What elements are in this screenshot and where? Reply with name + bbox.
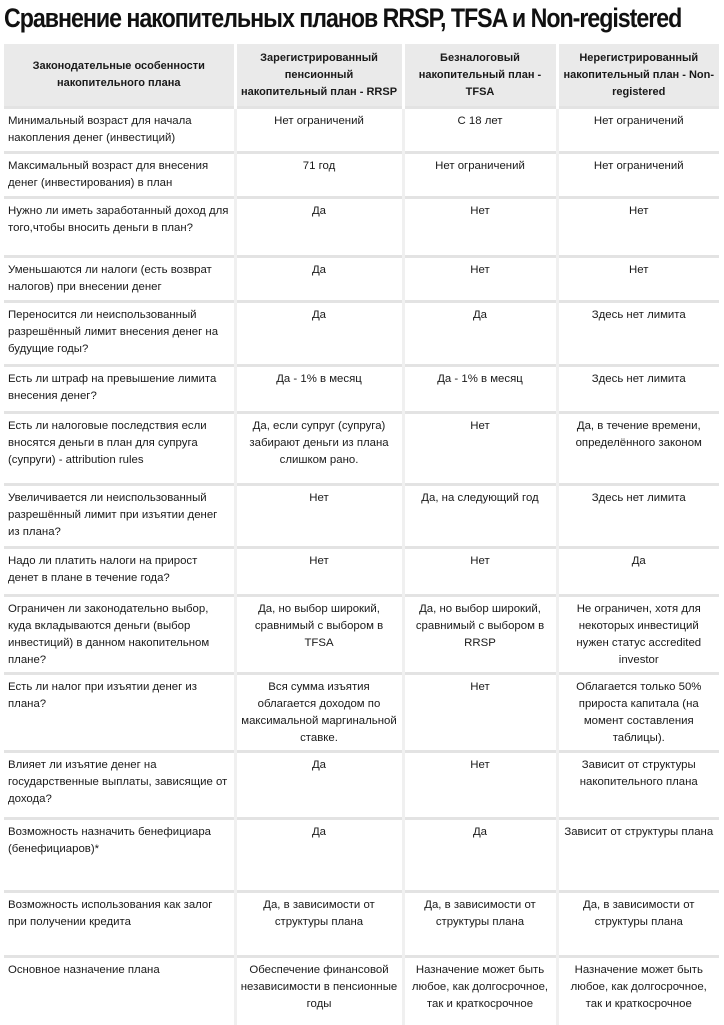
row-rrsp-value: Нет ограничений <box>235 108 403 153</box>
row-nonregistered-value: Облагается только 50% прироста капитала (на момент составления таблицы). <box>557 674 719 752</box>
table-row <box>4 302 719 366</box>
row-nonregistered-value: Здесь нет лимита <box>557 302 719 366</box>
table-row <box>4 752 719 819</box>
row-question: Возможность использования как залог при получении кредита <box>4 892 235 957</box>
row-question: Увеличивается ли неиспользованный разрешённый лимит при изъятии денег из плана? <box>4 485 235 548</box>
row-rrsp-value: Да, но выбор широкий, сравнимый с выбором в TFSA <box>235 596 403 674</box>
table-row <box>4 819 719 892</box>
header-rrsp: Зарегистрированный пенсионный накопительный план - RRSP <box>235 44 403 108</box>
table-row <box>4 957 719 1025</box>
row-nonregistered-value: Нет ограничений <box>557 108 719 153</box>
row-tfsa-value: Да, но выбор широкий, сравнимый с выбором в RRSP <box>403 596 557 674</box>
row-tfsa-value: Да <box>403 819 557 892</box>
row-rrsp-value: Да, если супруг (супруга) забирают деньги из плана слишком рано. <box>235 413 403 485</box>
header-nonregistered: Нерегистрированный накопительный план - Non-registered <box>557 44 719 108</box>
row-nonregistered-value: Да <box>557 548 719 596</box>
row-nonregistered-value: Да, в зависимости от структуры плана <box>557 892 719 957</box>
row-rrsp-value: Да, в зависимости от структуры плана <box>235 892 403 957</box>
row-nonregistered-value: Зависит от структуры накопительного плана <box>557 752 719 819</box>
row-tfsa-value: Да - 1% в месяц <box>403 366 557 413</box>
comparison-table <box>4 44 719 1025</box>
row-question: Надо ли платить налоги на прирост денет в плане в течение года? <box>4 548 235 596</box>
row-rrsp-value: Нет <box>235 548 403 596</box>
row-question: Есть ли налоговые последствия если вносятся деньги в план для супруга (супруги) - attribution rules <box>4 413 235 485</box>
table-row <box>4 413 719 485</box>
row-nonregistered-value: Назначение может быть любое, как долгосрочное, так и краткосрочное <box>557 957 719 1025</box>
row-tfsa-value: Нет <box>403 548 557 596</box>
row-question: Нужно ли иметь заработанный доход для того,чтобы вносить деньги в план? <box>4 198 235 257</box>
table-row <box>4 892 719 957</box>
header-feature: Законодательные особенности накопительного плана <box>4 44 235 108</box>
row-nonregistered-value: Здесь нет лимита <box>557 366 719 413</box>
table-row <box>4 366 719 413</box>
row-nonregistered-value: Нет ограничений <box>557 153 719 198</box>
row-tfsa-value: Нет <box>403 674 557 752</box>
row-question: Есть ли налог при изъятии денег из плана? <box>4 674 235 752</box>
header-tfsa: Безналоговый накопительный план - TFSA <box>403 44 557 108</box>
row-question: Основное назначение плана <box>4 957 235 1025</box>
row-tfsa-value: Нет <box>403 752 557 819</box>
row-tfsa-value: Да, в зависимости от структуры плана <box>403 892 557 957</box>
row-rrsp-value: Обеспечение финансовой независимости в пенсионные годы <box>235 957 403 1025</box>
table-row <box>4 153 719 198</box>
row-tfsa-value: Нет <box>403 413 557 485</box>
row-rrsp-value: Нет <box>235 485 403 548</box>
row-rrsp-value: Да <box>235 752 403 819</box>
table-row <box>4 485 719 548</box>
row-rrsp-value: Да <box>235 198 403 257</box>
row-nonregistered-value: Не ограничен, хотя для некоторых инвестиций нужен статус accredited investor <box>557 596 719 674</box>
row-tfsa-value: Да, на следующий год <box>403 485 557 548</box>
row-tfsa-value: Нет <box>403 257 557 302</box>
row-rrsp-value: Да <box>235 302 403 366</box>
table-row <box>4 198 719 257</box>
table-row <box>4 674 719 752</box>
page-title: Сравнение накопительных планов RRSP, TFSA и Non-registered <box>4 3 682 33</box>
table-header-row <box>4 44 719 108</box>
row-tfsa-value: С 18 лет <box>403 108 557 153</box>
row-rrsp-value: 71 год <box>235 153 403 198</box>
row-question: Минимальный возраст для начала накопления денег (инвестиций) <box>4 108 235 153</box>
table-row <box>4 108 719 153</box>
row-rrsp-value: Вся сумма изъятия облагается доходом по максимальной маргинальной ставке. <box>235 674 403 752</box>
row-question: Есть ли штраф на превышение лимита внесения денег? <box>4 366 235 413</box>
row-tfsa-value: Да <box>403 302 557 366</box>
row-question: Возможность назначить бенефициара (бенефициаров)* <box>4 819 235 892</box>
row-question: Максимальный возраст для внесения денег (инвестирования) в план <box>4 153 235 198</box>
row-tfsa-value: Назначение может быть любое, как долгосрочное, так и краткосрочное <box>403 957 557 1025</box>
row-nonregistered-value: Нет <box>557 257 719 302</box>
row-question: Влияет ли изъятие денег на государственные выплаты, зависящие от дохода? <box>4 752 235 819</box>
row-rrsp-value: Да - 1% в месяц <box>235 366 403 413</box>
table-row <box>4 548 719 596</box>
table-row <box>4 596 719 674</box>
row-nonregistered-value: Зависит от структуры плана <box>557 819 719 892</box>
row-tfsa-value: Нет <box>403 198 557 257</box>
row-tfsa-value: Нет ограничений <box>403 153 557 198</box>
table-row <box>4 257 719 302</box>
row-nonregistered-value: Да, в течение времени, определённого законом <box>557 413 719 485</box>
row-question: Уменьшаются ли налоги (есть возврат налогов) при внесении денег <box>4 257 235 302</box>
row-nonregistered-value: Здесь нет лимита <box>557 485 719 548</box>
row-rrsp-value: Да <box>235 819 403 892</box>
row-rrsp-value: Да <box>235 257 403 302</box>
row-nonregistered-value: Нет <box>557 198 719 257</box>
row-question: Переносится ли неиспользованный разрешённый лимит внесения денег на будущие годы? <box>4 302 235 366</box>
row-question: Ограничен ли законодательно выбор, куда вкладываются деньги (выбор инвестиций) в данном накопительном плане? <box>4 596 235 674</box>
